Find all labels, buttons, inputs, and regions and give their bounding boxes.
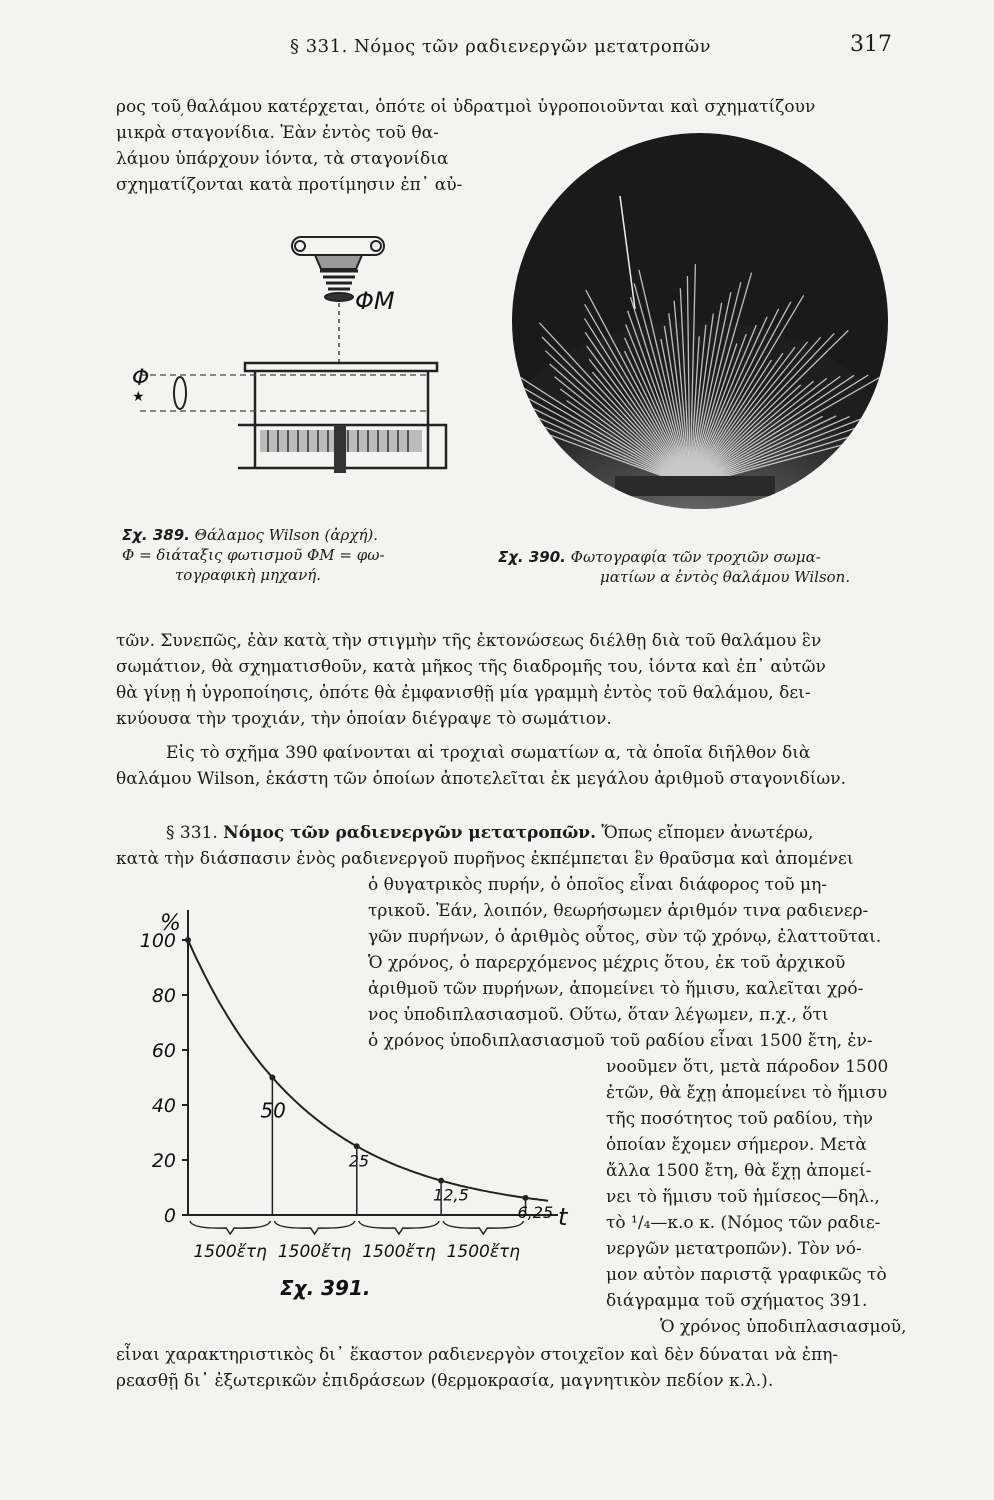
lens-icon: [174, 377, 186, 409]
caption-line: Φ = διάταξις φωτισμοῦ ΦΜ = φω-: [122, 546, 385, 564]
text-line: ὁ χρόνος ὑποδιπλασιασμοῦ τοῦ ραδίου εἶναι 1500 ἔτη, ἐν-: [368, 1031, 873, 1051]
page-number: 317: [850, 32, 892, 57]
data-point: [185, 937, 191, 943]
text-line: διάγραμμα τοῦ σχήματος 391.: [606, 1291, 868, 1311]
interval-label: 1500ἔτη: [193, 1242, 267, 1262]
text-line: ρος τοῦ ̦θαλάμου κατέρχεται, ὁπότε οἱ ὑδρατμοὶ ὑγροποιοῦνται καὶ σχηματίζουν: [116, 97, 816, 117]
data-label: 12,5: [433, 1185, 469, 1205]
interval-label: 1500ἔτη: [362, 1242, 436, 1262]
text-line: μικρὰ σταγονίδια. Ἐὰν ἐντὸς τοῦ θα-: [116, 123, 439, 143]
section-text: Ὅπως εἴπομεν ἀνωτέρω,: [601, 823, 814, 843]
text-line: σχηματίζονται κατὰ προτίμησιν ἐπ᾽ αὐ-: [116, 175, 463, 195]
y-tick-label: 20: [151, 1150, 176, 1172]
text-line: κνύουσα τὴν τροχιάν, τὴν ὁποίαν διέγραψε τὸ σωμάτιον.: [116, 709, 612, 729]
interval-brace: [443, 1221, 523, 1234]
text-line: θαλάμου Wilson, ἑκάστη τῶν ὁποίων ἀποτελεῖται ἐκ μεγάλου ἀριθμοῦ σταγονιδίων.: [116, 769, 846, 789]
y-tick-label: 0: [163, 1205, 176, 1227]
text-line: σωμάτιον, θὰ σχηματισθοῦν, κατὰ μῆκος τῆς διαδρομῆς του, ἰόντα καὶ ἐπ᾽ αὐτῶν: [116, 657, 826, 677]
y-axis-label: %: [160, 911, 181, 936]
text-line: νει τὸ ἥμισυ τοῦ ἡμίσεος—δηλ.,: [606, 1187, 880, 1207]
interval-brace: [274, 1221, 354, 1234]
figure-391-decay-chart: [140, 880, 580, 1310]
chart-axes: [188, 910, 558, 1215]
caption-text: Φωτογραφία τῶν τροχιῶν σωμα-: [570, 548, 821, 566]
figure-number: Σχ. 390.: [498, 548, 566, 566]
text-line: νεργῶν μετατροπῶν). Τὸν νό-: [606, 1239, 862, 1259]
y-tick-label: 100: [140, 930, 176, 952]
x-axis-label: t: [558, 1203, 568, 1231]
data-label: 25: [348, 1151, 370, 1171]
y-tick-label: 80: [151, 985, 176, 1007]
text-line: ὁποίαν ἔχομεν σήμερον. Μετὰ: [606, 1135, 867, 1155]
section-number: § 331.: [166, 823, 218, 843]
data-label: 50: [260, 1098, 286, 1123]
text-line: νος ὑποδιπλασιασμοῦ. Οὕτω, ὅταν λέγωμεν, π.χ., ὅτι: [368, 1005, 829, 1025]
text-line: εἶναι χαρακτηριστικὸς δι᾽ ἕκαστον ραδιενεργὸν στοιχεῖον καὶ δὲν δύναται νὰ ἐπη-: [116, 1345, 839, 1365]
figure-391-caption: Σχ. 391.: [280, 1276, 371, 1300]
text-line: λάμου ὑπάρχουν ἰόντα, τὰ σταγονίδια: [116, 149, 449, 169]
text-line: ἄλλα 1500 ἔτη, θὰ ἔχῃ ἀπομεί-: [606, 1161, 872, 1181]
interval-label: 1500ἔτη: [446, 1242, 521, 1262]
text-line: ὁ θυγατρικὸς πυρήν, ὁ ὁποῖος εἶναι διάφορος τοῦ μη-: [368, 875, 828, 895]
figure-number: Σχ. 389.: [122, 526, 190, 544]
figure-389-caption: [122, 526, 378, 545]
text-line: ρεασθῇ δι᾽ ἐξωτερικῶν ἐπιδράσεων (θερμοκρασία, μαγνητικὸν πεδίον κ.λ.).: [116, 1371, 774, 1391]
caption-line: τογραφικὴ μηχανή.: [175, 566, 322, 584]
text-line: μον αὐτὸν παριστᾷ γραφικῶς τὸ: [606, 1265, 887, 1285]
text-line: νοοῦμεν ὅτι, μετὰ πάροδον 1500: [606, 1057, 889, 1077]
text-line: ἀριθμοῦ τῶν πυρήνων, ἀπομείνει τὸ ἥμισυ, καλεῖται χρό-: [368, 979, 864, 999]
text-line: Εἰς τὸ σχῆμα 390 φαίνονται αἱ τροχιαὶ σωματίων α, τὰ ὁποῖα διῆλθον διὰ: [166, 743, 811, 763]
caption-text: Θάλαμος Wilson (ἀρχή).: [194, 526, 379, 544]
text-line: τῆς ποσότητος τοῦ ραδίου, τὴν: [606, 1109, 873, 1129]
text-line: τὸ ¹/₄—κ.ο κ. (Νόμος τῶν ραδιε-: [606, 1213, 881, 1233]
text-line: τρικοῦ. Ἐάν, λοιπόν, θεωρήσωμεν ἀριθμόν τινα ραδιενερ-: [368, 901, 869, 921]
text-line: γῶν πυρήνων, ὁ ἀριθμὸς οὗτος, σὺν τῷ χρόνῳ, ἐλαττοῦται.: [368, 927, 882, 947]
text-line: ἐτῶν, θὰ ἔχῃ ἀπομείνει τὸ ἥμισυ: [606, 1083, 888, 1103]
running-header: § 331. Νόμος τῶν ραδιενεργῶν μετατροπῶν: [290, 36, 712, 57]
fm-label: ΦΜ: [355, 287, 395, 315]
section-title: Νόμος τῶν ραδιενεργῶν μετατροπῶν.: [223, 823, 597, 843]
figure-390-caption: [498, 548, 821, 567]
text-line: τῶν. Συνεπῶς, ἐὰν κατὰ ̦τὴν στιγμὴν τῆς ἐκτονώσεως διέλθῃ διὰ τοῦ θαλάμου ἓν: [116, 631, 822, 651]
caption-line: ματίων α ἐντὸς θαλάμου Wilson.: [600, 568, 851, 586]
data-label: 6,25: [517, 1202, 554, 1222]
text-line: Ὁ χρόνος, ὁ παρερχόμενος μέχρις ὅτου, ἐκ τοῦ ἀρχικοῦ: [368, 953, 846, 973]
text-line: κατὰ τὴν διάσπασιν ἑνὸς ραδιενεργοῦ πυρῆνος ἐκπέμπεται ἓν θραῦσμα καὶ ἀπομένει: [116, 849, 854, 869]
figure-389-wilson-chamber: [110, 225, 460, 475]
y-tick-label: 40: [151, 1095, 176, 1117]
interval-brace: [190, 1221, 270, 1234]
y-tick-label: 60: [151, 1040, 176, 1062]
text-line: Ὁ χρόνος ὑποδιπλασιασμοῦ,: [660, 1317, 907, 1337]
light-source-star-icon: ★: [132, 389, 145, 405]
phi-label: Φ: [132, 366, 150, 391]
figure-390-photo: [495, 131, 915, 511]
text-line: θὰ γίνῃ ἡ ὑγροποίησις, ὁπότε θὰ ἐμφανισθῇ μία γραμμὴ ἐντὸς τοῦ θαλάμου, δει-: [116, 683, 811, 703]
interval-brace: [359, 1221, 439, 1234]
interval-label: 1500ἔτη: [277, 1242, 352, 1262]
section-heading-line: [166, 820, 813, 846]
